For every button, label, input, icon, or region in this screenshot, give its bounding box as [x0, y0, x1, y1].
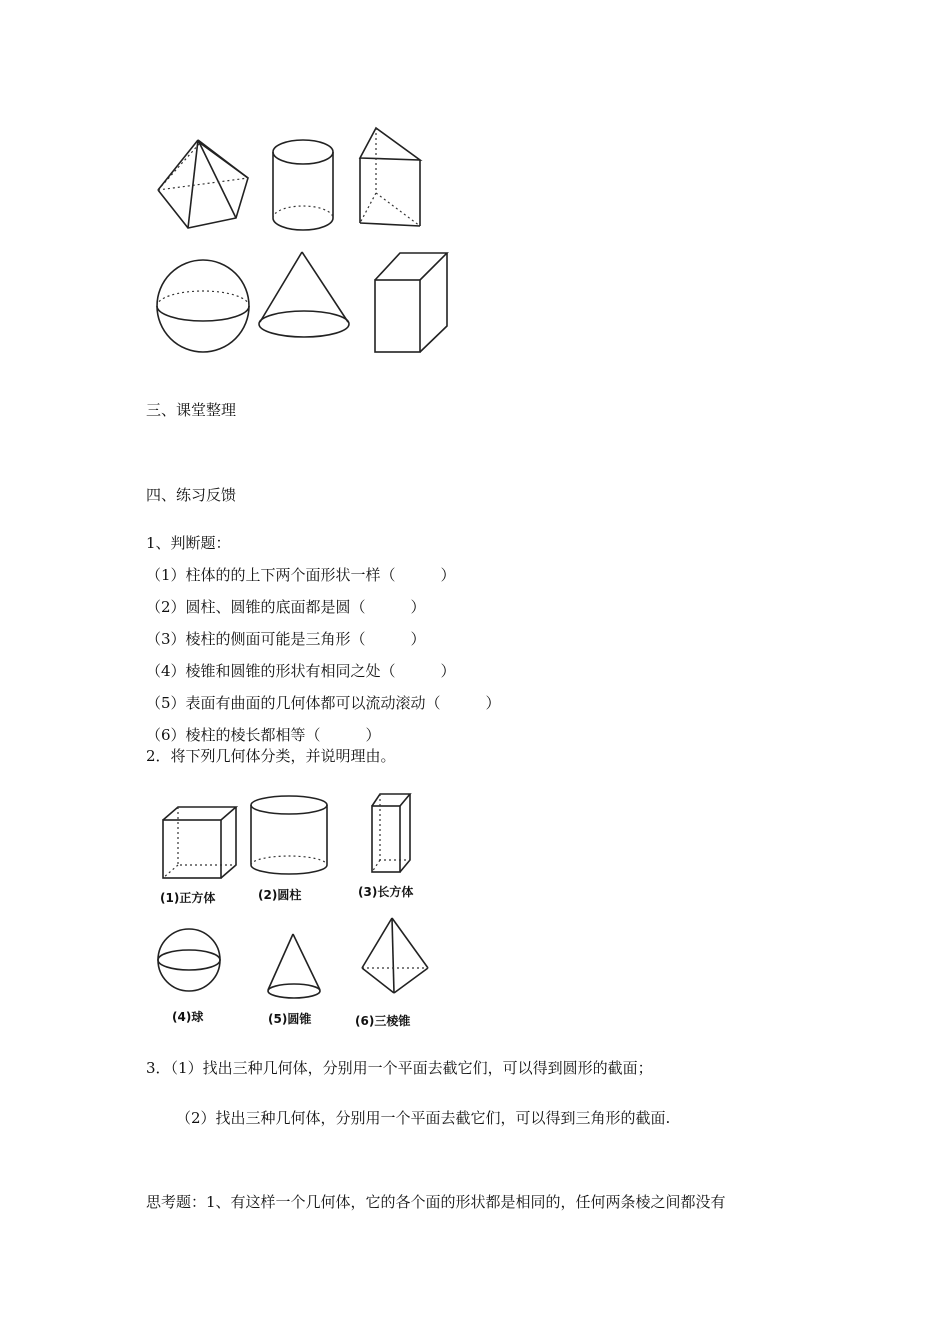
- cone-figure: [259, 252, 349, 337]
- top-solids-figure: [0, 0, 950, 400]
- section3-heading: 三、课堂整理: [146, 401, 237, 419]
- q2-sphere-figure: [158, 929, 220, 991]
- q1-item-4: （4）棱锥和圆锥的形状有相同之处（ ）: [146, 662, 456, 680]
- q3-line-2: （2）找出三种几何体，分别用一个平面去截它们，可以得到三角形的截面.: [176, 1109, 671, 1127]
- q1-item-5: （5）表面有曲面的几何体都可以流动滚动（ ）: [146, 694, 501, 712]
- q1-item-2: （2）圆柱、圆锥的底面都是圆（ ）: [146, 598, 426, 616]
- q2-cone-figure: [268, 934, 320, 998]
- think-question: 思考题：1、有这样一个几何体，它的各个面的形状都是相同的，任何两条棱之间都没有: [146, 1193, 726, 1211]
- cuboid-figure: [375, 253, 447, 352]
- label-triangular-pyramid: (6)三棱锥: [355, 1014, 411, 1028]
- cylinder-figure: [273, 140, 333, 230]
- q1-item-3: （3）棱柱的侧面可能是三角形（ ）: [146, 630, 426, 648]
- cube-figure: [163, 807, 236, 878]
- label-cone: (5)圆锥: [268, 1012, 312, 1026]
- q2-title: 2．将下列几何体分类，并说明理由。: [146, 747, 396, 765]
- triangular-prism-figure: [360, 128, 420, 226]
- label-cylinder: (2)圆柱: [258, 888, 302, 902]
- section4-heading: 四、练习反馈: [146, 486, 237, 504]
- q2-cuboid-figure: [372, 794, 410, 872]
- label-sphere: (4)球: [172, 1010, 204, 1024]
- triangular-pyramid-figure: [362, 918, 428, 993]
- q1-item-6: （6）棱柱的棱长都相等（ ）: [146, 726, 381, 744]
- pentagonal-pyramid-figure: [158, 140, 248, 228]
- q2-solids-figure: [0, 780, 950, 1020]
- label-cuboid: (3)长方体: [358, 885, 414, 899]
- q1-item-1: （1）柱体的的上下两个面形状一样（ ）: [146, 566, 456, 584]
- q1-title: 1、判断题：: [146, 534, 231, 552]
- label-cube: (1)正方体: [160, 891, 216, 905]
- sphere-figure: [157, 260, 249, 352]
- q2-cylinder-figure: [251, 796, 327, 874]
- q3-line-1: 3．（1）找出三种几何体，分别用一个平面去截它们，可以得到圆形的截面；: [146, 1059, 653, 1077]
